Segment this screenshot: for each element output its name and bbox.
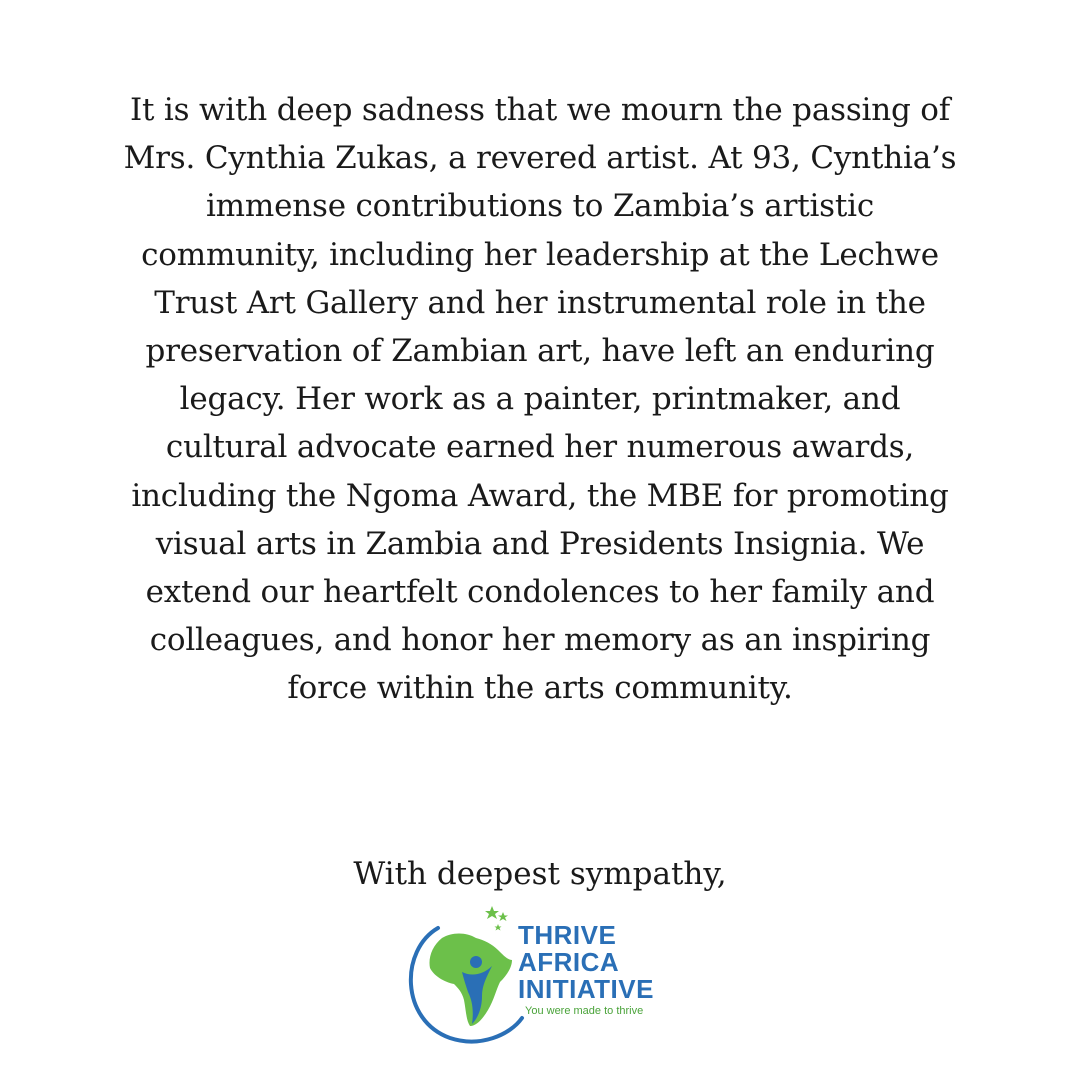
- logo-tagline: You were made to thrive: [525, 1005, 644, 1017]
- logo-line-initiative: INITIATIVE: [518, 974, 654, 1004]
- africa-map-icon: [400, 900, 530, 1050]
- logo-line-thrive: THRIVE: [518, 920, 617, 950]
- thrive-africa-logo: [400, 900, 690, 1050]
- condolence-message: It is with deep sadness that we mourn the passing of Mrs. Cynthia Zukas, a revered artist. At 93, Cynthia’s immense contributions to Zambia’s artistic community, including her leadership at the Lechwe Trust Art Gallery and her instrumental role in the preservation of Zambian art, have left an enduring legacy. Her work as a painter, printmaker, and cultural advocate earned her numerous awards, including the Ngoma Award, the MBE for promoting visual arts in Zambia and Presidents Insignia. We extend our heartfelt condolences to her family and colleagues, and honor her memory as an inspiring force within the arts community.: [123, 92, 957, 707]
- sign-off: With deepest sympathy,: [353, 856, 727, 892]
- logo-line-africa: AFRICA: [518, 947, 620, 977]
- logo-wordmark: [518, 922, 654, 1003]
